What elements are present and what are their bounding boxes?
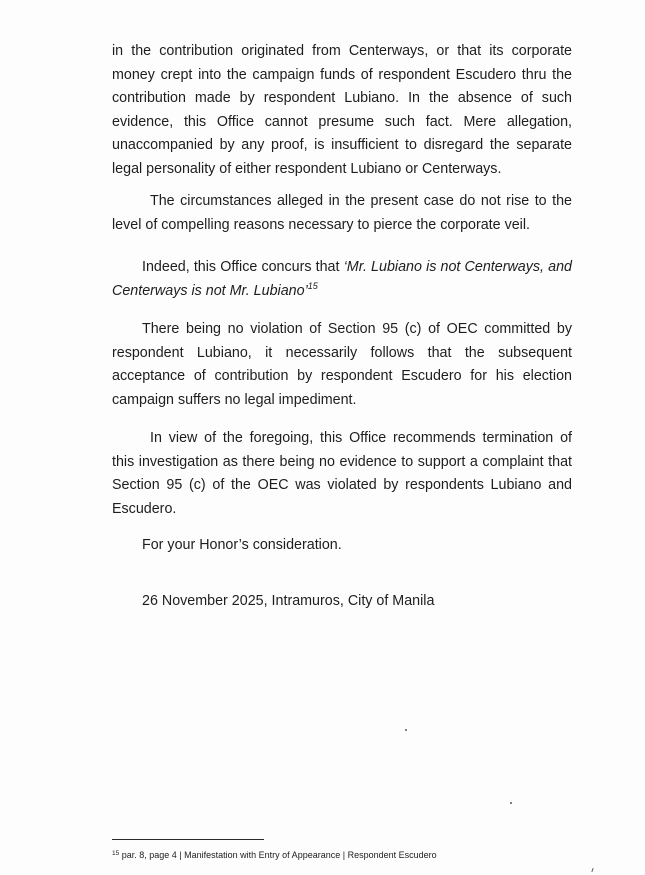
footnote-reference: 15 [307,280,318,291]
quoted-statement: ‘Mr. Lubiano is not Centerways, and Centerways is not Mr. Lubiano’ [112,259,572,299]
paragraph-circumstances-text: The circumstances alleged in the present case do not rise to the level of compelling reasons necessary to pierce the corporate veil. [112,193,572,233]
paragraph-circumstances [112,190,572,237]
scan-speck [405,729,407,731]
paragraph-evidence [112,40,572,182]
paragraph-consideration [112,534,572,558]
footnote [112,849,437,861]
paragraph-concurrence-lead: Indeed, this Office concurs that [142,259,344,275]
paragraph-evidence-text: in the contribution originated from Centerways, or that its corporate money crept into the campaign funds of respondent Escudero thru the contribution made by respondent Lubiano. In the absence of such evidence, this Office cannot presume such fact. Mere allegation, unaccompanied by any proof, is insufficient to disregard the separate legal personality of either respondent Lubiano or Centerways. [112,43,572,177]
scan-speck [510,802,512,804]
paragraph-consideration-text: For your Honor’s consideration. [142,537,342,553]
footnote-number: 15 [112,850,120,857]
footnote-text: par. 8, page 4 | Manifestation with Entry of Appearance | Respondent Escudero [121,850,437,860]
paragraph-no-violation [112,318,572,412]
footnote-divider [112,839,264,840]
paragraph-no-violation-text: There being no violation of Section 95 (c) of OEC committed by respondent Lubiano, it necessarily follows that the subsequent acceptance of contribution by respondent Escudero for his election campaign suffers no legal impediment. [112,321,572,408]
paragraph-recommendation [112,427,572,521]
paragraph-concurrence [112,256,572,303]
paragraph-recommendation-text: In view of the foregoing, this Office recommends termination of this investigation as there being no evidence to support a complaint that Section 95 (c) of the OEC was violated by respondents Lubiano and Escudero. [112,430,572,517]
date-place-text: 26 November 2025, Intramuros, City of Manila [142,593,435,609]
date-place-line [112,590,572,614]
scan-speck [591,868,593,872]
